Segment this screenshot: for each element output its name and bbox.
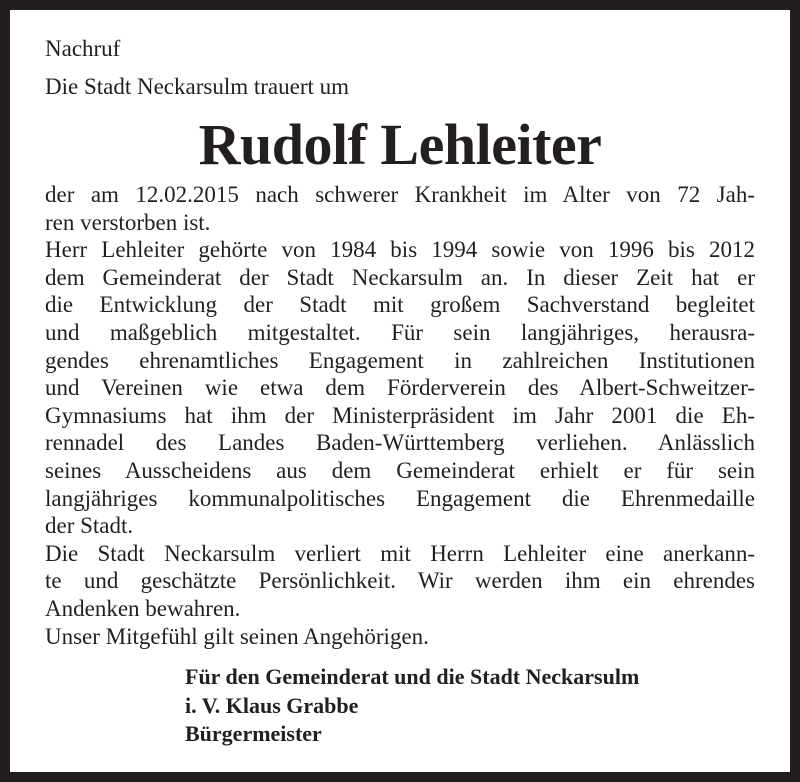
heading-label: Nachruf	[45, 36, 121, 61]
body-line: und Vereinen wie etwa dem Förderverein des Albert-Schweitzer-	[45, 375, 755, 401]
signature-block	[185, 663, 639, 749]
body-line: Herr Lehleiter gehörte von 1984 bis 1994 sowie von 1996 bis 2012	[45, 237, 755, 263]
body-line: ren verstorben ist.	[45, 209, 211, 235]
body-line: der Stadt.	[45, 513, 134, 539]
body-line: Gymnasiums hat ihm der Ministerpräsident im Jahr 2001 die Eh-	[45, 402, 755, 428]
body-line: te und geschätzte Persönlichkeit. Wir werden ihm ein ehrendes	[45, 568, 755, 594]
signature-title: Bürgermeister	[185, 721, 322, 746]
body-line: Andenken bewahren.	[45, 595, 241, 621]
body-line: Unser Mitgefühl gilt seinen Angehörigen.	[45, 623, 429, 649]
deceased-name: Rudolf Lehleiter	[198, 112, 602, 177]
body-line: die Entwicklung der Stadt mit großem Sachverstand begleitet	[45, 292, 755, 318]
body-line: und maßgeblich mitgestaltet. Für sein langjähriges, herausra-	[45, 319, 755, 345]
body-line: rennadel des Landes Baden-Württemberg verliehen. Anlässlich	[45, 430, 755, 456]
body-line: langjähriges kommunalpolitisches Engagement die Ehrenmedaille	[45, 485, 755, 511]
obituary-frame	[10, 10, 790, 772]
body-line: seines Ausscheidens aus dem Gemeinderat erhielt er für sein	[45, 457, 755, 483]
obituary-body	[45, 181, 755, 650]
body-line: dem Gemeinderat der Stadt Neckarsulm an. In dieser Zeit hat er	[45, 264, 755, 290]
body-line: Die Stadt Neckarsulm verliert mit Herrn Lehleiter eine anerkann-	[45, 540, 755, 566]
intro-text: Die Stadt Neckarsulm trauert um	[45, 74, 350, 99]
body-line: der am 12.02.2015 nach schwerer Krankheit im Alter von 72 Jah-	[45, 182, 755, 207]
body-line: gendes ehrenamtliches Engagement in zahlreichen Institutionen	[45, 347, 755, 373]
signature-organization: Für den Gemeinderat und die Stadt Neckarsulm	[185, 664, 640, 689]
signature-name: i. V. Klaus Grabbe	[185, 692, 359, 718]
